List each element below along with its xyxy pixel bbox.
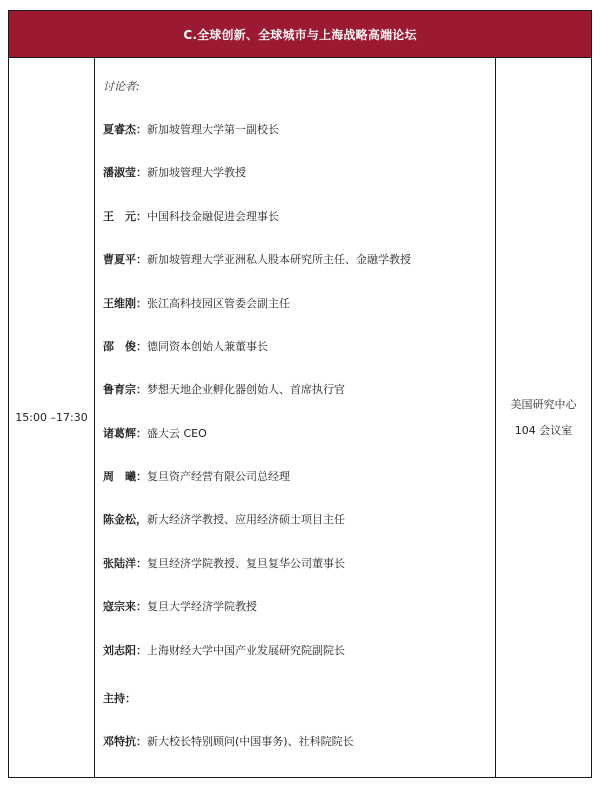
time-cell — [9, 58, 94, 777]
discussant-name: 陈金松 — [103, 513, 136, 526]
discussant-entry: 王维刚：张江高科技园区管委会副主任 — [103, 297, 290, 310]
table-header — [9, 11, 591, 58]
discussant-entry: 诸葛辉：盛大云 CEO — [103, 427, 207, 440]
discussant-entry: 寇宗来：复旦大学经济学院教授 — [103, 600, 257, 613]
discussant-title: 复旦资产经营有限公司总经理 — [147, 470, 290, 483]
discussant-name: 张陆洋 — [103, 557, 136, 570]
host-label: 主持： — [103, 692, 136, 705]
discussant-name: 邵 俊 — [103, 340, 136, 353]
discussant-entry: 陈金松，新大经济学教授、应用经济硕士项目主任 — [103, 513, 345, 526]
discussant-name: 夏睿杰 — [103, 123, 136, 136]
discussant-entry: 邵 俊：德同资本创始人兼董事长 — [103, 340, 268, 353]
session-time: 15:00 –17:30 — [15, 411, 88, 424]
discussant-title: 中国科技金融促进会理事长 — [147, 210, 279, 223]
discussant-entry: 张陆洋：复旦经济学院教授、复旦复华公司董事长 — [103, 557, 345, 570]
discussant-entry: 王 元：中国科技金融促进会理事长 — [103, 210, 279, 223]
discussant-entry: 潘淑莹：新加坡管理大学教授 — [103, 166, 246, 179]
discussant-name: 刘志阳 — [103, 644, 136, 657]
discussant-name: 寇宗来 — [103, 600, 136, 613]
discussant-title: 新加坡管理大学第一副校长 — [147, 123, 279, 136]
host-title: 新大校长特别顾问(中国事务)、社科院院长 — [147, 735, 354, 748]
discussant-title: 新大经济学教授、应用经济硕士项目主任 — [147, 513, 345, 526]
discussant-name: 周 曦 — [103, 470, 136, 483]
discussant-title: 梦想天地企业孵化器创始人、首席执行官 — [147, 383, 345, 396]
discussant-title: 新加坡管理大学教授 — [147, 166, 246, 179]
discussant-name: 曹夏平 — [103, 253, 136, 266]
discussant-title: 复旦大学经济学院教授 — [147, 600, 257, 613]
location-room: 104 会议室 — [514, 423, 573, 437]
discussant-name: 王维刚 — [103, 297, 136, 310]
discussant-title: 新加坡管理大学亚洲私人股本研究所主任、金融学教授 — [147, 253, 411, 266]
discussant-title: 复旦经济学院教授、复旦复华公司董事长 — [147, 557, 345, 570]
location-name: 美国研究中心 — [510, 397, 577, 411]
host-entry: 邓特抗：新大校长特别顾问(中国事务)、社科院院长 — [103, 735, 354, 748]
discussant-name: 鲁育宗 — [103, 383, 136, 396]
discussant-title: 上海财经大学中国产业发展研究院副院长 — [147, 644, 345, 657]
discussant-entry: 夏睿杰：新加坡管理大学第一副校长 — [103, 123, 279, 136]
discussant-title: 张江高科技园区管委会副主任 — [147, 297, 290, 310]
discussant-name: 潘淑莹 — [103, 166, 136, 179]
discussant-name: 诸葛辉 — [103, 427, 136, 440]
host-name: 邓特抗 — [103, 735, 136, 748]
schedule-table — [8, 10, 592, 778]
forum-title: C.全球创新、全球城市与上海战略高端论坛 — [183, 27, 417, 42]
discussant-title: 德同资本创始人兼董事长 — [147, 340, 268, 353]
discussant-entry: 鲁育宗：梦想天地企业孵化器创始人、首席执行官 — [103, 383, 345, 396]
discussant-entry: 周 曦：复旦资产经营有限公司总经理 — [103, 470, 290, 483]
participants-cell — [95, 58, 495, 777]
discussant-name: 王 元 — [103, 210, 136, 223]
discussants-label: 讨论者: — [103, 80, 140, 93]
discussant-entry: 曹夏平：新加坡管理大学亚洲私人股本研究所主任、金融学教授 — [103, 253, 411, 266]
discussant-title: 盛大云 CEO — [147, 427, 207, 440]
discussant-entry: 刘志阳：上海财经大学中国产业发展研究院副院长 — [103, 644, 345, 657]
location-cell — [496, 58, 591, 777]
